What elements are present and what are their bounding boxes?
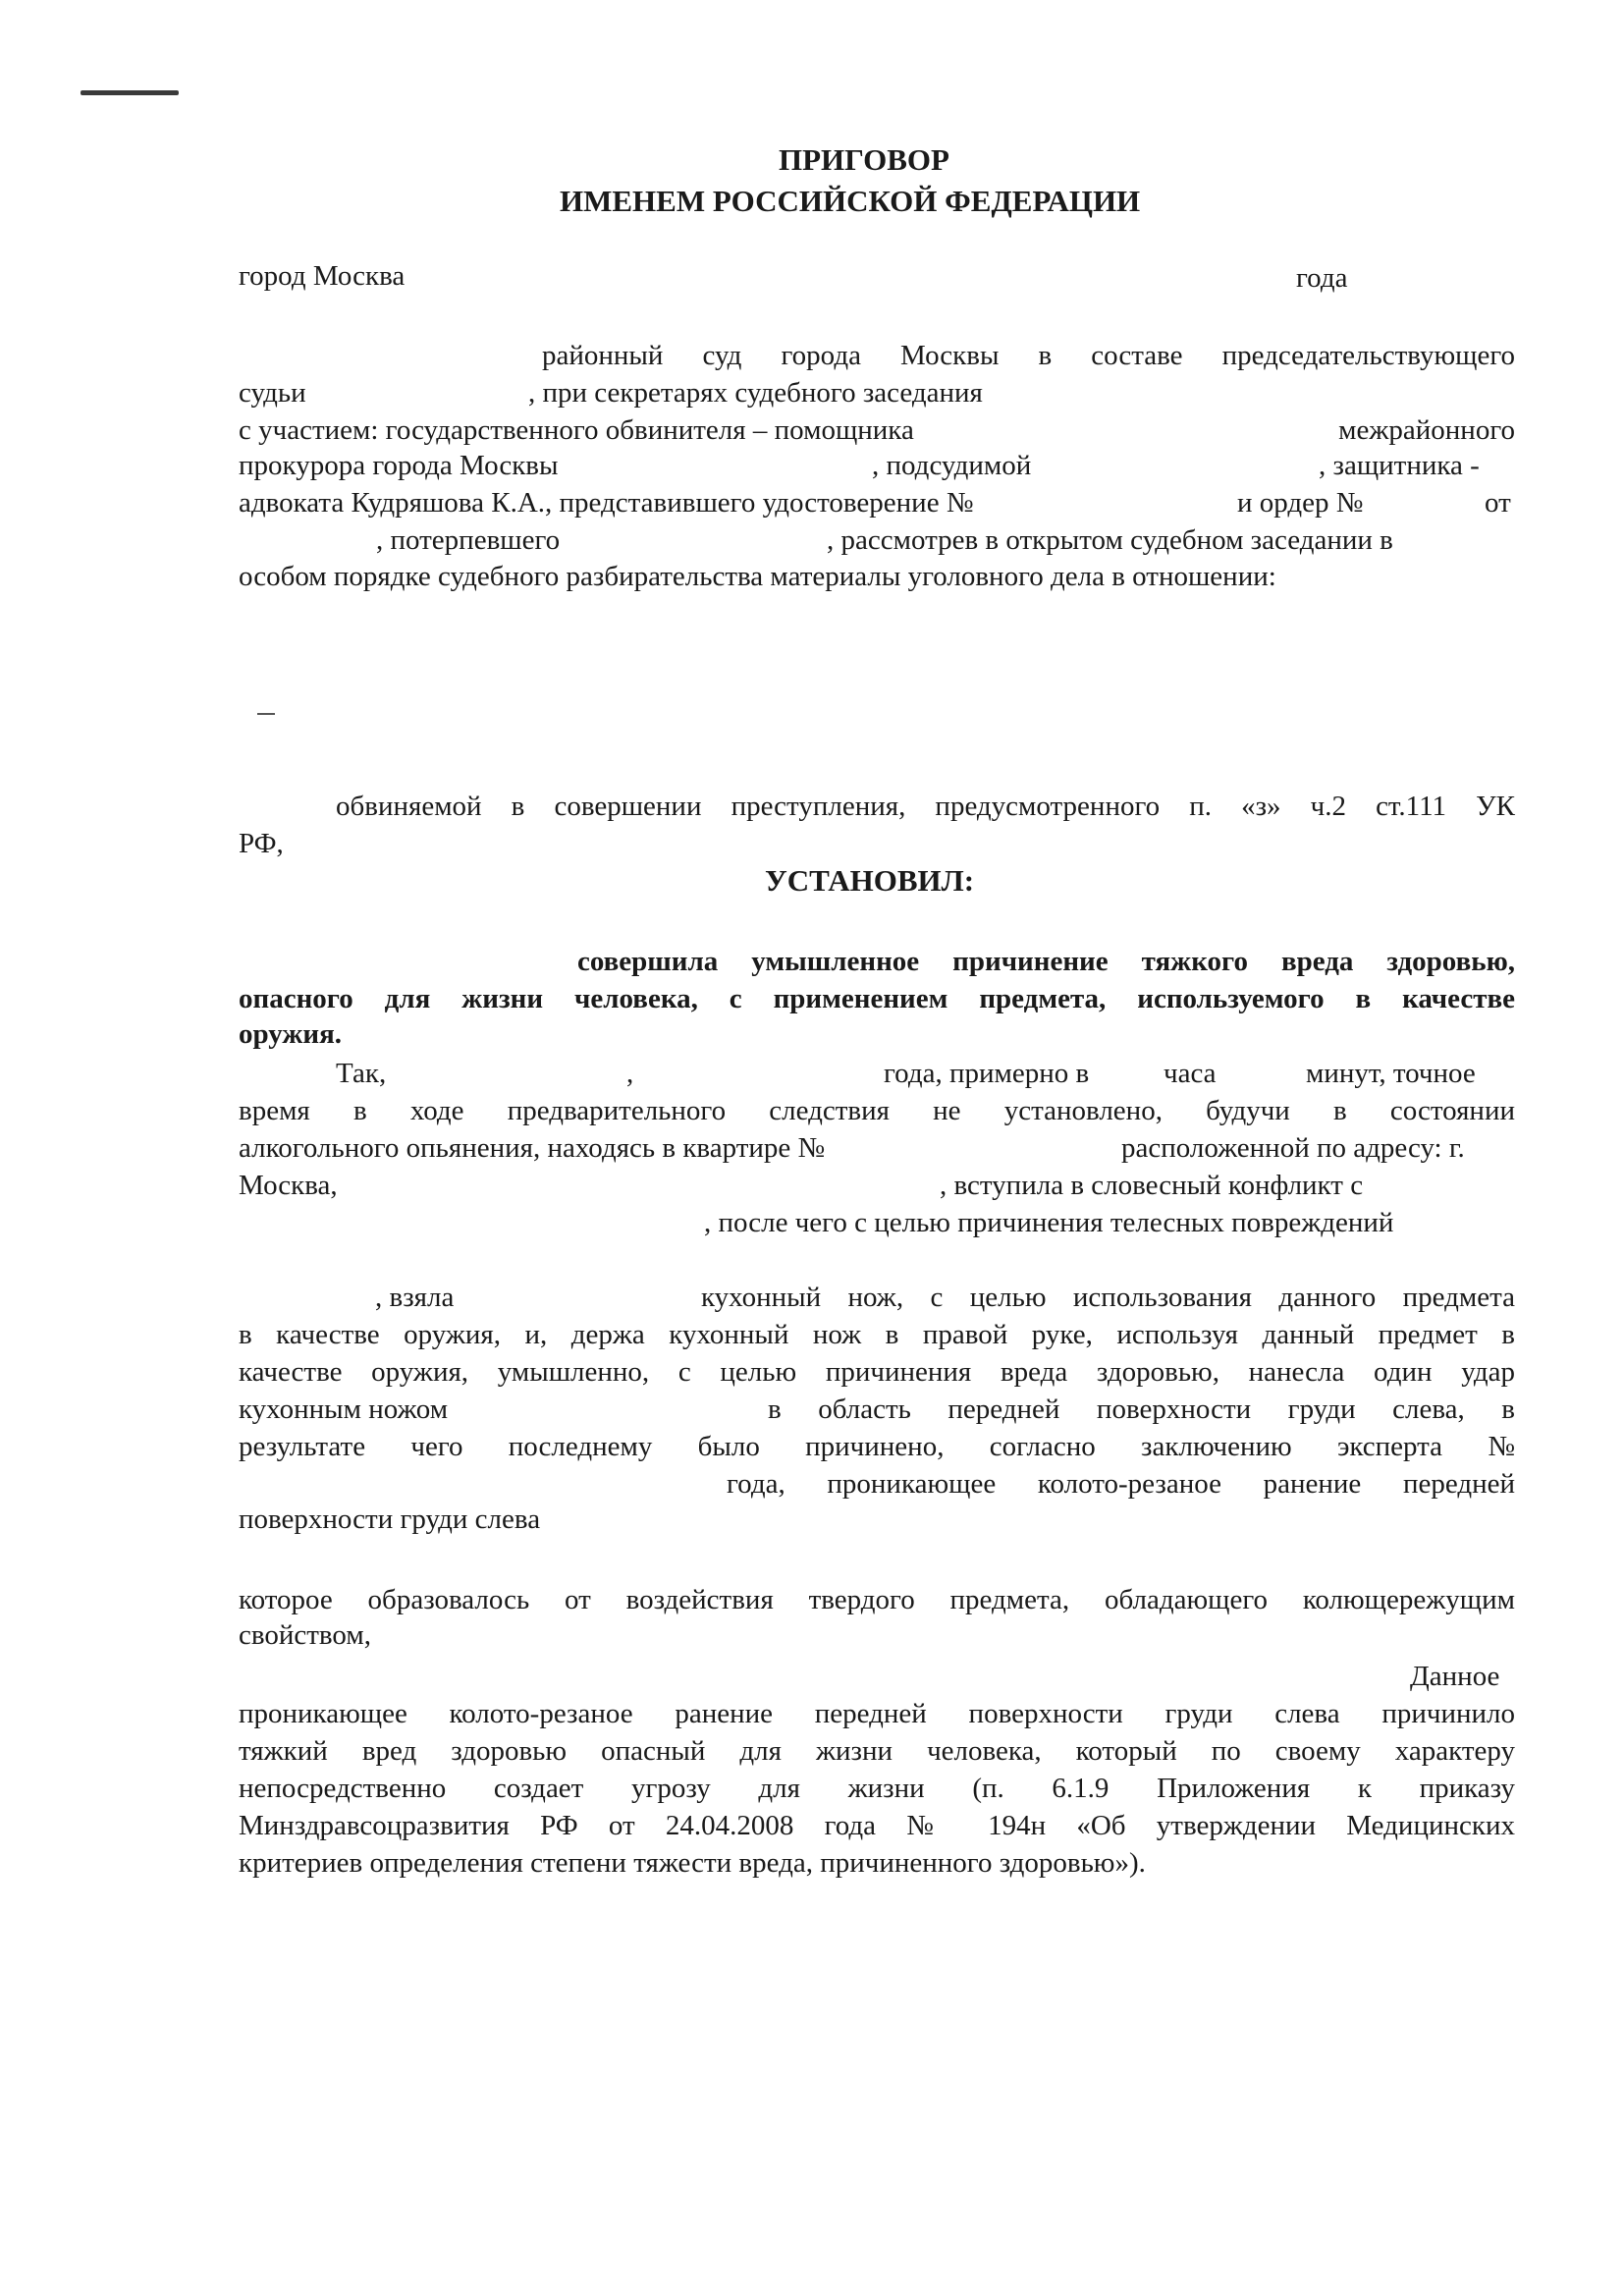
intro-line-5c: от: [1485, 487, 1511, 519]
established-bold-line-1: совершила умышленное причинение тяжкого вреда здоровью,: [577, 946, 1515, 977]
facts-line-9b: в область передней поверхности груди слева, в: [768, 1394, 1515, 1425]
city-label: город Москва: [239, 260, 406, 292]
established-bold-line-3: оружия.: [239, 1018, 343, 1050]
section-heading-established: УСТАНОВИЛ:: [765, 863, 975, 898]
date-year-label: года: [1296, 262, 1348, 294]
facts-line-9a: кухонным ножом: [239, 1394, 449, 1425]
intro-line-3: [239, 413, 1515, 447]
facts-line-12: поверхности груди слева: [239, 1503, 541, 1535]
facts-line-1c: года, примерно в: [884, 1058, 1090, 1089]
intro-line-1: районный суд города Москвы в составе председательствующего: [542, 340, 1515, 371]
facts-line-6b: кухонный нож, с целью использования данного предмета: [701, 1282, 1515, 1313]
facts-line-15: Данное: [1410, 1661, 1500, 1692]
facts-line-1a: Так,: [336, 1058, 387, 1089]
facts-line-3b: расположенной по адресу: г.: [1121, 1132, 1465, 1164]
intro-line-3a: с участием: государственного обвинителя – помощника: [239, 414, 914, 446]
intro-line-3b: межрайонного: [1338, 414, 1515, 446]
facts-line-20: критериев определения степени тяжести вреда, причиненного здоровью»).: [239, 1847, 1146, 1879]
intro-line-4b: , подсудимой: [872, 450, 1032, 481]
intro-line-2a: судьи: [239, 377, 306, 409]
facts-line-4a: Москва,: [239, 1170, 338, 1201]
facts-line-11: года, проникающее колото-резаное ранение передней: [727, 1468, 1515, 1500]
facts-line-2: время в ходе предварительного следствия не установлено, будучи в состоянии: [239, 1095, 1515, 1126]
accused-line-1: обвиняемой в совершении преступления, предусмотренного п. «з» ч.2 ст.111 УК: [336, 791, 1515, 822]
intro-line-5b: и ордер №: [1237, 487, 1364, 519]
established-bold-line-2: опасного для жизни человека, с применением предмета, используемого в качестве: [239, 983, 1515, 1014]
intro-line-4c: , защитника -: [1319, 450, 1480, 481]
facts-line-3a: алкогольного опьянения, находясь в квартире №: [239, 1132, 826, 1164]
facts-line-17: тяжкий вред здоровью опасный для жизни человека, который по своему характеру: [239, 1735, 1515, 1767]
facts-line-10: результате чего последнему было причинено, согласно заключению эксперта №: [239, 1431, 1515, 1462]
facts-line-18: непосредственно создает угрозу для жизни (п. 6.1.9 Приложения к приказу: [239, 1773, 1515, 1804]
scan-artifact-dash: [257, 713, 275, 715]
intro-line-2b: , при секретарях судебного заседания: [528, 377, 983, 409]
intro-line-6b: , рассмотрев в открытом судебном заседании в: [827, 524, 1393, 556]
facts-line-16: проникающее колото-резаное ранение передней поверхности груди слева причинило: [239, 1698, 1515, 1729]
facts-line-4b: , вступила в словесный конфликт с: [940, 1170, 1364, 1201]
facts-line-1d: часа: [1164, 1058, 1217, 1089]
facts-line-19: Минздравсоцразвития РФ от 24.04.2008 года № 194н «Об утверждении Медицинских: [239, 1810, 1515, 1841]
intro-line-7: особом порядке судебного разбирательства материалы уголовного дела в отношении:: [239, 561, 1276, 592]
scan-artifact-mark: [81, 90, 179, 95]
facts-line-1b: ,: [626, 1058, 634, 1089]
facts-line-5: , после чего с целью причинения телесных повреждений: [704, 1207, 1394, 1238]
facts-line-14: свойством,: [239, 1619, 371, 1651]
facts-line-13: которое образовалось от воздействия твердого предмета, обладающего колющережущим: [239, 1584, 1515, 1615]
intro-line-4a: прокурора города Москвы: [239, 450, 559, 481]
document-title: ПРИГОВОР: [779, 142, 949, 177]
intro-line-6a: , потерпевшего: [376, 524, 561, 556]
intro-line-5a: адвоката Кудряшова К.А., представившего удостоверение №: [239, 487, 974, 519]
facts-line-8: качестве оружия, умышленно, с целью причинения вреда здоровью, нанесла один удар: [239, 1356, 1515, 1388]
facts-line-1e: минут, точное: [1306, 1058, 1476, 1089]
document-subtitle: ИМЕНЕМ РОССИЙСКОЙ ФЕДЕРАЦИИ: [560, 184, 1141, 218]
accused-line-2: РФ,: [239, 828, 284, 859]
facts-line-7: в качестве оружия, и, держа кухонный нож в правой руке, используя данный предмет в: [239, 1319, 1515, 1350]
facts-line-6a: , взяла: [375, 1282, 455, 1313]
